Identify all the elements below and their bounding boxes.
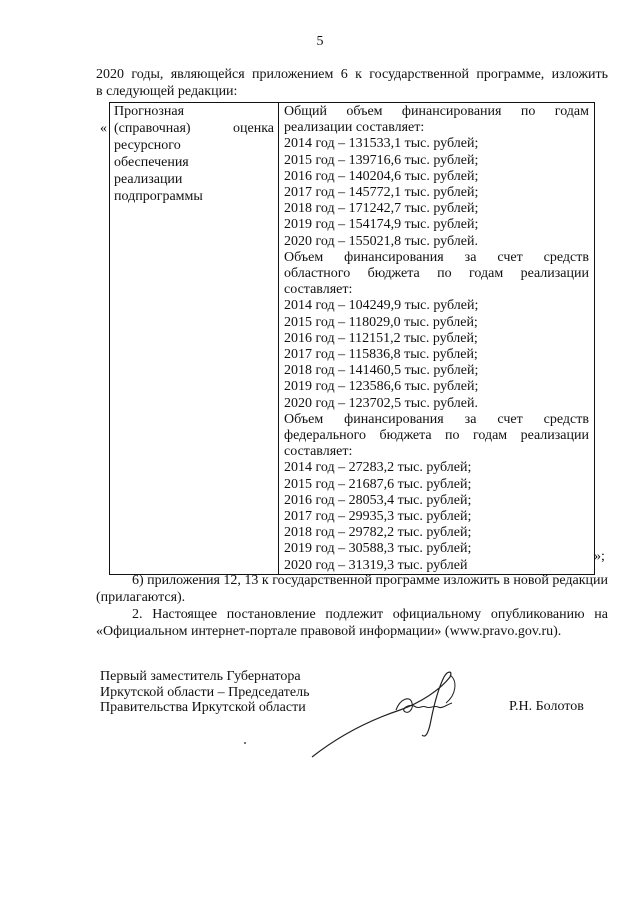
total-header: реализации составляет: [284,120,425,136]
intro-paragraph [96,66,608,100]
year-row: 2014 год – 104249,9 тыс. рублей; [284,298,479,314]
label-line: Прогнозная [114,104,185,119]
federal-header: составляет: [284,444,353,460]
signer-title [100,669,309,716]
year-row: 2017 год – 145772,1 тыс. рублей; [284,185,479,201]
total-financing-block [284,104,589,250]
year-row: 2016 год – 140204,6 тыс. рублей; [284,168,479,184]
year-row: 2019 год – 123586,6 тыс. рублей; [284,379,479,395]
signer-line: Правительства Иркутской области [100,700,306,715]
paragraph-6: 6) приложения 12, 13 к государственной программе изложить в новой редакции (прилагаются). [96,573,608,605]
close-quote: »; [594,549,605,564]
year-row: 2017 год – 115836,8 тыс. рублей; [284,347,478,363]
financing-cell [279,103,595,575]
signer-name: Р.Н. Болотов [509,699,584,714]
total-header: Общий объем финансирования по годам [284,104,589,119]
open-quote: « [100,121,107,136]
year-row: 2019 год – 30588,3 тыс. рублей; [284,541,472,557]
federal-header: федерального бюджета по годам реализации [284,428,589,444]
label-line: ресурсного [114,138,181,153]
year-row: 2016 год – 28053,4 тыс. рублей; [284,492,472,508]
year-row: 2015 год – 139716,6 тыс. рублей; [284,152,479,168]
handwritten-signature [300,665,470,765]
year-row: 2018 год – 171242,7 тыс. рублей; [284,201,479,217]
regional-header: Объем финансирования за счет средств [284,249,589,265]
intro-line-2: в следующей редакции: [96,84,238,99]
label-line: реализации [114,172,183,187]
year-row: 2019 год – 154174,9 тыс. рублей; [284,217,479,233]
year-row: 2016 год – 112151,2 тыс. рублей; [284,330,478,346]
year-row: 2018 год – 29782,2 тыс. рублей; [284,525,472,541]
year-row: 2014 год – 27283,2 тыс. рублей; [284,460,472,476]
year-row: 2015 год – 21687,6 тыс. рублей; [284,476,472,492]
signer-line: Первый заместитель Губернатора [100,669,301,684]
resource-table [109,102,595,575]
year-row: 2014 год – 131533,1 тыс. рублей; [284,136,479,152]
intro-line-1: 2020 годы, являющейся приложением 6 к государственной программе, изложить [96,67,608,82]
year-row: 2018 год – 141460,5 тыс. рублей; [284,363,479,379]
federal-financing-block [284,412,589,574]
year-row: 2020 год – 123702,5 тыс. рублей. [284,395,478,411]
resource-label-cell [110,103,279,575]
scan-speck [244,742,246,744]
label-line: обеспечения [114,155,189,170]
regional-header: областного бюджета по годам реализации [284,266,589,282]
year-row: 2017 год – 29935,3 тыс. рублей; [284,509,472,525]
label-line: (справочная) оценка [114,121,274,136]
page-number: 5 [316,34,324,49]
federal-header: Объем финансирования за счет средств [284,411,589,427]
label-line: подпрограммы [114,189,203,204]
paragraph-2: 2. Настоящее постановление подлежит официальному опубликованию на «Официальном интернет-портале правовой информации» (www.pravo.gov.ru). [96,607,608,639]
regional-header: составляет: [284,282,353,298]
year-row: 2020 год – 31319,3 тыс. рублей [284,557,468,573]
year-row: 2020 год – 155021,8 тыс. рублей. [284,233,478,249]
year-row: 2015 год – 118029,0 тыс. рублей; [284,314,478,330]
regional-financing-block [284,250,589,412]
signer-line: Иркутской области – Председатель [100,684,310,700]
